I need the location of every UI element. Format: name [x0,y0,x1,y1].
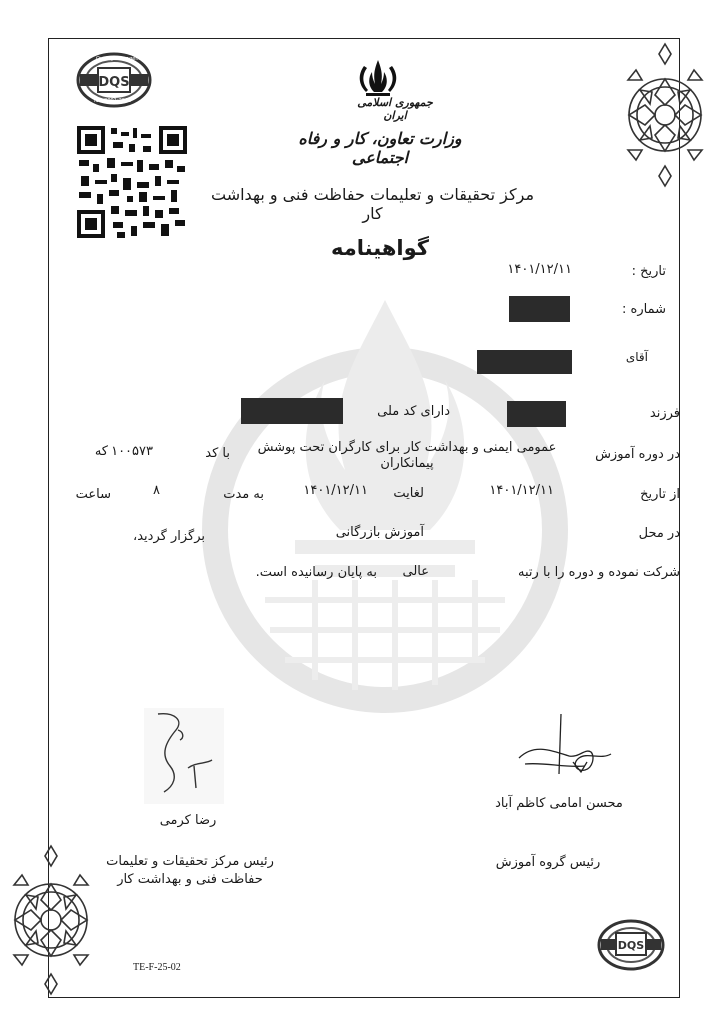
number-redaction [509,296,570,322]
date-label: تاریخ : [631,264,666,279]
national-id-redaction [241,398,343,424]
course-label: در دوره آموزش [595,447,680,462]
ornament-top-right-icon [620,40,710,190]
qr-code[interactable] [77,126,187,238]
duration-label: به مدت [223,487,264,502]
emblem-icon [356,58,400,98]
duration-value: ۸ [153,483,160,498]
signature-right [515,712,615,782]
quality-text: Quality Management [96,56,149,62]
number-label: شماره : [622,302,666,317]
place-label: در محل [638,526,680,541]
sir-label: آقای [625,350,648,364]
quality-badge-bottom-icon [596,918,666,972]
that-text: که [94,444,108,459]
national-id-label: دارای کد ملی [377,404,450,419]
certificate-title: گواهینامه [331,236,429,260]
center-name: مرکز تحقیقات و تعلیمات حفاظت فنی و بهداشت کار [210,185,535,223]
code-value: ۱۰۰۵۷۳ [111,444,153,459]
form-code: TE-F-25-02 [133,962,181,973]
participated-text: شرکت نموده و دوره را با رتبه [518,565,680,580]
left-signer-name: رضا کرمی [159,813,217,828]
ministry-text: وزارت تعاون، کار و رفاه اجتماعی [298,129,462,167]
right-signer-name: محسن امامی کاظم آباد [495,796,623,811]
right-signer-title: رئیس گروه آموزش [495,855,601,870]
rank-value: عالی [402,564,429,579]
to-date-label: لغایت [393,486,424,501]
date-value: ۱۴۰۱/۱۲/۱۱ [507,262,572,277]
ornament-bottom-left-icon [6,842,96,1000]
hours-label: ساعت [75,487,111,502]
svg-text:DQS: DQS [98,75,130,90]
held-text: برگزار گردید، [133,529,205,544]
iso-text: ISO 9001:2008 [94,98,132,104]
place-value: آموزش بازرگانی [335,525,424,540]
code-label: با کد [205,446,230,461]
name-redaction [477,350,572,374]
course-name-line2: پیمانکاران [380,456,434,471]
father-name-redaction [507,401,566,427]
child-label: فرزند [649,406,680,421]
signature-left [144,708,224,804]
left-signer-title-line2: حفاظت فنی و بهداشت کار [117,872,263,887]
course-name-line1: عمومی ایمنی و بهداشت کار برای کارگران تحت پوشش [257,440,557,455]
completed-text: به پایان رسانیده است. [255,565,377,580]
to-date-value: ۱۴۰۱/۱۲/۱۱ [303,483,368,498]
quality-badge-bottom-label: DQS [617,939,645,952]
from-date-value: ۱۴۰۱/۱۲/۱۱ [489,483,554,498]
republic-text: جمهوری اسلامی ایران [357,96,433,122]
left-signer-title-line1: رئیس مرکز تحقیقات و تعلیمات [106,854,274,869]
from-date-label: از تاریخ [640,487,680,502]
